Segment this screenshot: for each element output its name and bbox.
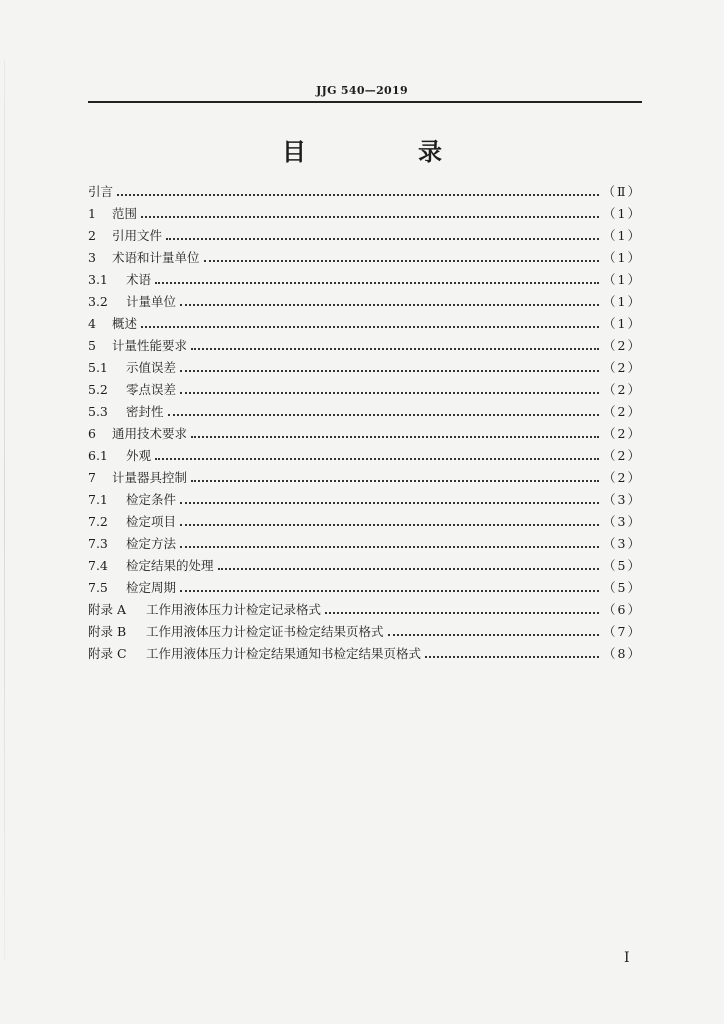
toc-entry-page: （3） (603, 536, 642, 551)
toc-entry (88, 466, 642, 488)
toc-leader-dots (166, 237, 599, 240)
toc-entry (88, 444, 642, 466)
toc-leader-dots (155, 281, 599, 284)
toc-entry-number: 附录 B (88, 624, 127, 639)
toc-leader-dots (117, 193, 598, 196)
toc-entry-number: 附录 C (88, 646, 127, 661)
toc-leader-dots (155, 457, 599, 460)
scan-edge-shadow (4, 60, 5, 960)
toc-leader-dots (191, 479, 599, 482)
toc-entry-page: （3） (603, 492, 642, 507)
toc-entry (88, 312, 642, 334)
toc-entry (88, 532, 642, 554)
toc-entry-page: （7） (603, 624, 642, 639)
toc-entry-label: 范围 (112, 206, 138, 221)
toc-entry-number: 5 (88, 337, 96, 353)
toc-entry-number: 4 (88, 315, 96, 331)
toc-entry-page: （2） (603, 404, 642, 419)
page-number: Ⅰ (624, 950, 630, 966)
toc-entry (88, 180, 642, 202)
toc-entry-label: 计量器具控制 (112, 470, 188, 485)
toc-entry (88, 422, 642, 444)
toc-entry-label: 零点误差 (126, 382, 177, 397)
toc-entry-number: 7.1 (88, 491, 108, 507)
toc-entry (88, 400, 642, 422)
toc-entry-number: 6.1 (88, 447, 108, 463)
toc-leader-dots (425, 655, 599, 658)
toc-entry-page: （1） (603, 206, 642, 221)
toc-entry (88, 268, 642, 290)
toc-leader-dots (168, 413, 600, 416)
toc-entry (88, 290, 642, 312)
toc-leader-dots (204, 259, 600, 262)
toc-leader-dots (180, 369, 599, 372)
toc-entry-label: 引用文件 (112, 228, 163, 243)
toc-entry-page: （1） (603, 316, 642, 331)
toc-entry (88, 510, 642, 532)
standard-code: JJG 540—2019 (316, 84, 408, 97)
toc-entry (88, 488, 642, 510)
toc-entry-number: 6 (88, 425, 96, 441)
table-of-contents (88, 180, 642, 664)
toc-entry-number: 3.2 (88, 293, 108, 309)
toc-entry-page: （1） (603, 272, 642, 287)
header-rule (88, 101, 642, 103)
toc-entry-label: 概述 (112, 316, 138, 331)
toc-leader-dots (180, 391, 599, 394)
toc-entry-number: 7.3 (88, 535, 108, 551)
toc-entry-label: 检定周期 (126, 580, 177, 595)
toc-entry-number: 3.1 (88, 271, 108, 287)
toc-entry-page: （1） (603, 294, 642, 309)
toc-entry-label: 检定条件 (126, 492, 177, 507)
toc-entry-label: 工作用液体压力计检定记录格式 (146, 602, 322, 617)
toc-entry-number: 7 (88, 469, 96, 485)
toc-entry-label: 检定项目 (126, 514, 177, 529)
toc-entry-label: 工作用液体压力计检定结果通知书检定结果页格式 (146, 646, 422, 661)
toc-entry-page: （6） (603, 602, 642, 617)
toc-entry (88, 554, 642, 576)
toc-entry-page: （Ⅱ） (602, 184, 642, 199)
toc-entry (88, 224, 642, 246)
toc-entry (88, 620, 642, 642)
toc-entry-page: （5） (603, 580, 642, 595)
toc-entry-label: 通用技术要求 (112, 426, 188, 441)
toc-entry-number: 1 (88, 205, 96, 221)
toc-leader-dots (141, 215, 599, 218)
toc-leader-dots (180, 303, 599, 306)
toc-entry-page: （2） (603, 338, 642, 353)
toc-entry-label: 检定方法 (126, 536, 177, 551)
toc-leader-dots (180, 589, 599, 592)
toc-entry-number: 7.4 (88, 557, 108, 573)
toc-entry-page: （2） (603, 470, 642, 485)
toc-entry-page: （2） (603, 382, 642, 397)
toc-entry-number: 3 (88, 249, 96, 265)
toc-leader-dots (191, 347, 599, 350)
toc-entry (88, 576, 642, 598)
toc-entry-page: （2） (603, 448, 642, 463)
toc-entry (88, 202, 642, 224)
toc-entry-page: （3） (603, 514, 642, 529)
toc-entry-label: 计量单位 (126, 294, 177, 309)
toc-entry-label: 密封性 (126, 404, 164, 419)
toc-entry (88, 598, 642, 620)
toc-entry (88, 246, 642, 268)
toc-entry-label: 外观 (126, 448, 152, 463)
toc-leader-dots (141, 325, 599, 328)
toc-entry-label: 术语 (126, 272, 152, 287)
toc-entry-number: 5.3 (88, 403, 108, 419)
toc-entry-number: 附录 A (88, 602, 127, 617)
toc-entry-label: 检定结果的处理 (126, 558, 214, 573)
toc-entry-page: （1） (603, 228, 642, 243)
toc-entry-number: 7.5 (88, 579, 108, 595)
toc-entry-page: （2） (603, 360, 642, 375)
toc-entry-page: （8） (603, 646, 642, 661)
toc-entry-number: 5.1 (88, 359, 108, 375)
toc-leader-dots (218, 567, 600, 570)
toc-leader-dots (180, 523, 599, 526)
toc-entry (88, 642, 642, 664)
toc-entry-page: （1） (603, 250, 642, 265)
toc-entry-label: 计量性能要求 (112, 338, 188, 353)
toc-leader-dots (191, 435, 599, 438)
toc-entry (88, 334, 642, 356)
toc-entry-page: （2） (603, 426, 642, 441)
toc-entry-label: 引言 (88, 184, 114, 199)
toc-leader-dots (325, 611, 599, 614)
toc-leader-dots (180, 501, 599, 504)
toc-entry-page: （5） (603, 558, 642, 573)
toc-leader-dots (180, 545, 599, 548)
toc-entry-number: 2 (88, 227, 96, 243)
page-title: 目 录 (282, 137, 486, 166)
toc-entry-label: 术语和计量单位 (112, 250, 200, 265)
toc-entry-number: 5.2 (88, 381, 108, 397)
toc-leader-dots (388, 633, 600, 636)
toc-entry-label: 工作用液体压力计检定证书检定结果页格式 (146, 624, 384, 639)
toc-entry (88, 378, 642, 400)
toc-entry-number: 7.2 (88, 513, 108, 529)
toc-entry-label: 示值误差 (126, 360, 177, 375)
toc-entry (88, 356, 642, 378)
